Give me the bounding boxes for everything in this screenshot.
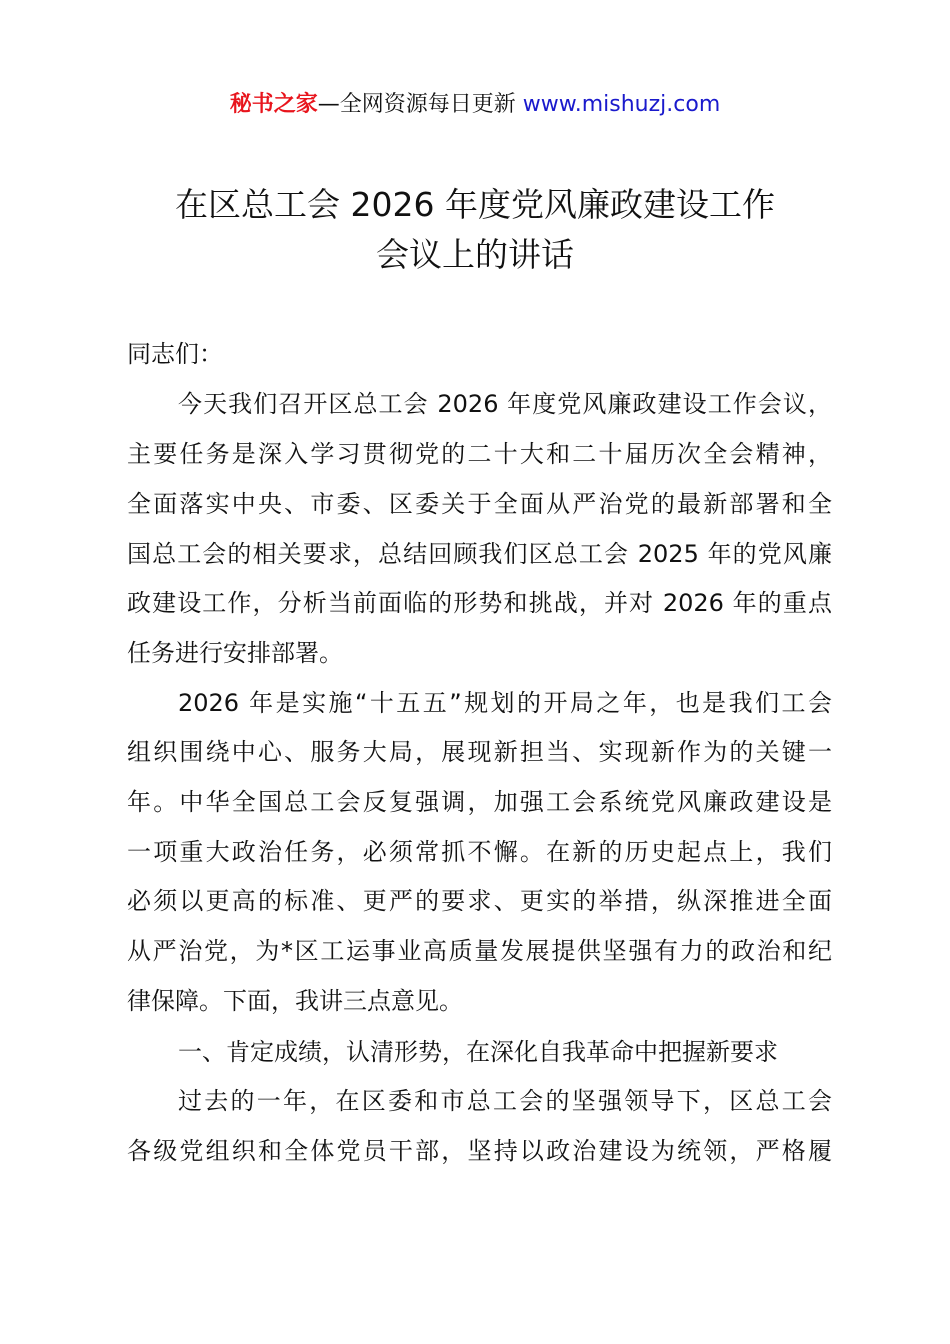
paragraph-line: 年。中华全国总工会反复强调，加强工会系统党风廉政建设是 bbox=[127, 788, 832, 816]
paragraph-line: 任务进行安排部署。 bbox=[127, 639, 343, 667]
banner-slogan: —全网资源每日更新 bbox=[317, 92, 523, 117]
document-title-line-2: 会议上的讲话 bbox=[376, 235, 574, 274]
paragraph-line: 2026 年是实施“十五五”规划的开局之年，也是我们工会 bbox=[178, 689, 832, 717]
paragraph-line: 过去的一年，在区委和市总工会的坚强领导下，区总工会 bbox=[178, 1087, 832, 1115]
paragraph-line: 律保障。下面，我讲三点意见。 bbox=[127, 987, 463, 1015]
paragraph-line: 一项重大政治任务，必须常抓不懈。在新的历史起点上，我们 bbox=[127, 838, 832, 866]
salutation: 同志们： bbox=[127, 340, 223, 368]
paragraph-line: 必须以更高的标准、更严的要求、更实的举措，纵深推进全面 bbox=[127, 887, 832, 915]
document-title-line-1: 在区总工会 2026 年度党风廉政建设工作 bbox=[175, 185, 775, 224]
paragraph-line: 今天我们召开区总工会 2026 年度党风廉政建设工作会议， bbox=[178, 390, 832, 418]
section-heading-1: 一、肯定成绩，认清形势，在深化自我革命中把握新要求 bbox=[178, 1038, 778, 1066]
paragraph-line: 国总工会的相关要求，总结回顾我们区总工会 2025 年的党风廉 bbox=[127, 540, 832, 568]
site-banner bbox=[0, 88, 950, 122]
paragraph-line: 组织围绕中心、服务大局，展现新担当、实现新作为的关键一 bbox=[127, 738, 832, 766]
banner-url-link[interactable]: www.mishuzj.com bbox=[522, 92, 721, 117]
paragraph-line: 政建设工作，分析当前面临的形势和挑战，并对 2026 年的重点 bbox=[127, 589, 832, 617]
paragraph-line: 主要任务是深入学习贯彻党的二十大和二十届历次全会精神， bbox=[127, 440, 832, 468]
brand-name: 秘书之家 bbox=[229, 92, 318, 117]
paragraph-line: 从严治党，为*区工运事业高质量发展提供坚强有力的政治和纪 bbox=[127, 937, 832, 965]
paragraph-line: 各级党组织和全体党员干部，坚持以政治建设为统领，严格履 bbox=[127, 1137, 832, 1165]
paragraph-line: 全面落实中央、市委、区委关于全面从严治党的最新部署和全 bbox=[127, 490, 832, 518]
